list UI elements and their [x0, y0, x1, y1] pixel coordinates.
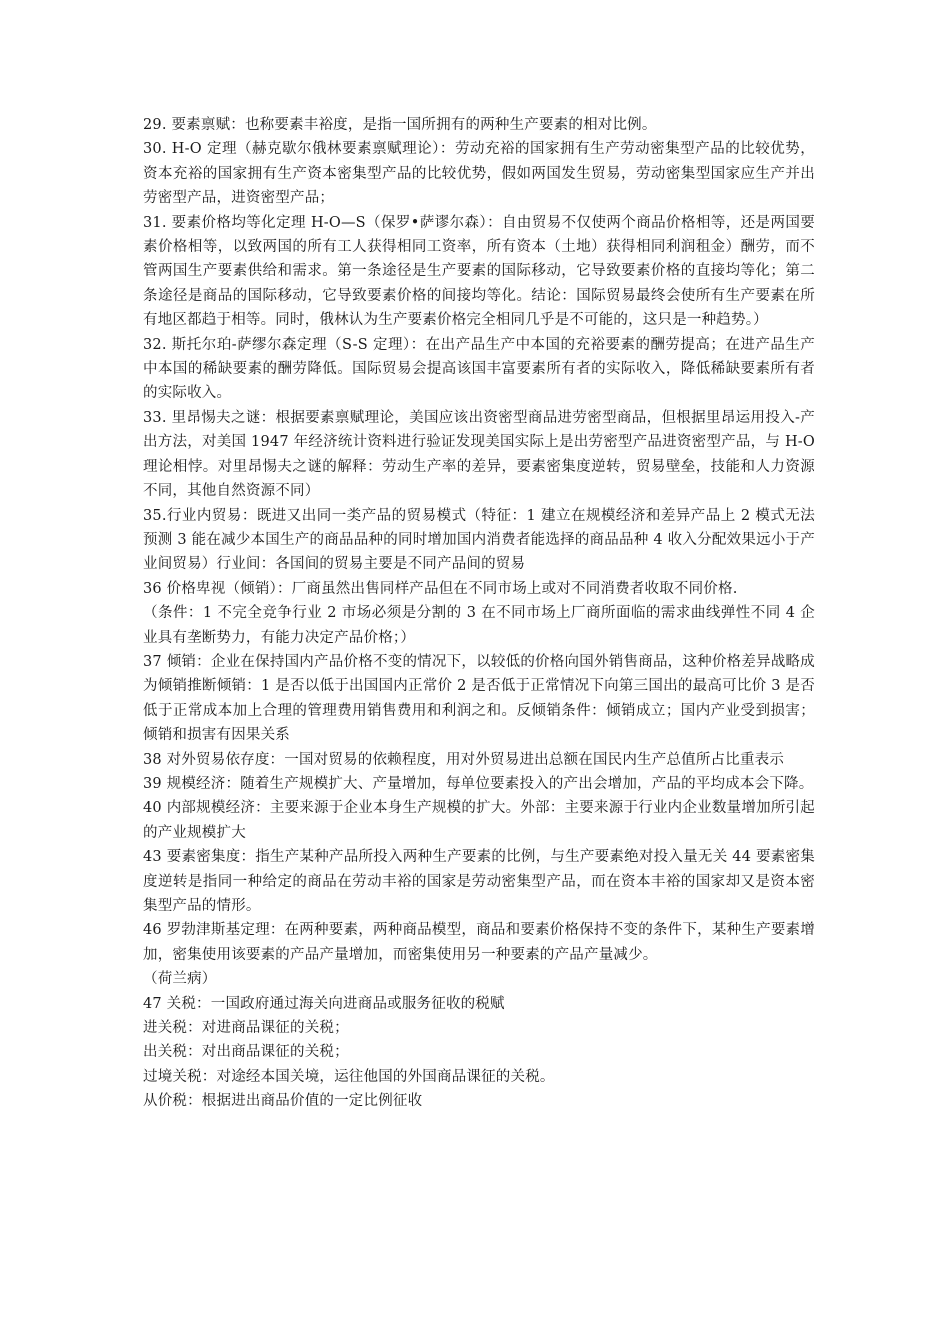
paragraph-export-tariff: 出关税：对出商品课征的关税；: [143, 1044, 349, 1061]
paragraph-30: 30. H-O 定理（赫克歇尔俄林要素禀赋理论）：劳动充裕的国家拥有生产劳动密集型产品的比较优势，资本充裕的国家拥有生产资本密集型产品的比较优势，假如两国发生贸易，劳动密集型国家应生产并出劳密型产品，进资密型产品；: [143, 141, 815, 207]
paragraph-46: 46 罗勃津斯基定理：在两种要素，两种商品模型，商品和要素价格保持不变的条件下，某种生产要素增加，密集使用该要素的产品产量增加，而密集使用另一种要素的产品产量减少。: [143, 922, 815, 963]
paragraph-ad-valorem: 从价税：根据进出商品价值的一定比例征收: [143, 1093, 423, 1110]
paragraph-transit-tariff: 过境关税：对途经本国关境，运往他国的外国商品课征的关税。: [143, 1068, 555, 1085]
paragraph-dutch-disease: （荷兰病）: [143, 971, 217, 988]
paragraph-36: 36 价格卑视（倾销）：厂商虽然出售同样产品但在不同市场上或对不同消费者收取不同价格.: [143, 580, 738, 597]
paragraph-47: 47 关税：一国政府通过海关向进商品或服务征收的税赋: [143, 995, 505, 1012]
paragraph-33: 33. 里昂惕夫之谜：根据要素禀赋理论，美国应该出资密型商品进劳密型商品，但根据里昂运用投入-产出方法，对美国 1947 年经济统计资料进行验证发现美国实际上是出劳密型产品进资密型产品，与 H-O 理论相悖。对里昂惕夫之谜的解释：劳动生产率的差异，要素密集度逆转，贸易壁垒，技能和人力资源不同，其他自然资源不同）: [143, 409, 815, 500]
paragraph-36-conditions: （条件：1 不完全竞争行业 2 市场必须是分割的 3 在不同市场上厂商所面临的需求曲线弹性不同 4 企业具有垄断势力，有能力决定产品价格；）: [143, 605, 815, 646]
paragraph-37: 37 倾销：企业在保持国内产品价格不变的情况下，以较低的价格向国外销售商品，这种价格差异战略成为倾销推断倾销：1 是否以低于出国国内正常价 2 是否低于正常情况下向第三国出的最高可比价 3 是否低于正常成本加上合理的管理费用销售费用和利润之和。反倾销条件：倾销成立；国内产业受到损害；倾销和损害有因果关系: [143, 653, 815, 744]
paragraph-39: 39 规模经济：随着生产规模扩大、产量增加，每单位要素投入的产出会增加，产品的平均成本会下降。: [143, 775, 814, 792]
paragraph-43: 43 要素密集度：指生产某种产品所投入两种生产要素的比例，与生产要素绝对投入量无关 44 要素密集度逆转是指同一种给定的商品在劳动丰裕的国家是劳动密集型产品，而在资本丰裕的国家却又是资本密集型产品的情形。: [143, 849, 815, 914]
paragraph-29: 29. 要素禀赋：也称要素丰裕度，是指一国所拥有的两种生产要素的相对比例。: [143, 117, 657, 133]
paragraph-35: 35.行业内贸易：既进又出同一类产品的贸易模式（特征：1 建立在规模经济和差异产品上 2 模式无法预测 3 能在减少本国生产的商品品种的同时增加国内消费者能选择的商品品种 4 收入分配效果远小于产业间贸易）行业间：各国间的贸易主要是不同产品间的贸易: [143, 507, 815, 573]
paragraph-32: 32. 斯托尔珀-萨缪尔森定理（S-S 定理）：在出产品生产中本国的充裕要素的酬劳提高；在进产品生产中本国的稀缺要素的酬劳降低。国际贸易会提高该国丰富要素所有者的实际收入，降低稀缺要素所有者的实际收入。: [143, 336, 815, 402]
document-body: [143, 113, 815, 1114]
paragraph-40: 40 内部规模经济：主要来源于企业本身生产规模的扩大。外部：主要来源于行业内企业数量增加所引起的产业规模扩大: [143, 800, 815, 841]
paragraph-import-tariff: 进关税：对进商品课征的关税；: [143, 1020, 349, 1037]
paragraph-31: 31. 要素价格均等化定理 H-O—S（保罗•萨谬尔森）：自由贸易不仅使两个商品价格相等，还是两国要素价格相等，以致两国的所有工人获得相同工资率，所有资本（土地）获得相同利润租金）酬劳，而不管两国生产要素供给和需求。第一条途径是生产要素的国际移动，它导致要素价格的直接均等化；第二条途径是商品的国际移动，它导致要素价格的间接均等化。结论：国际贸易最终会使所有生产要素在所有地区都趋于相等。同时，俄林认为生产要素价格完全相同几乎是不可能的，这只是一种趋势。）: [143, 214, 815, 329]
paragraph-38: 38 对外贸易依存度：一国对贸易的依赖程度，用对外贸易进出总额在国民内生产总值所占比重表示: [143, 751, 785, 768]
